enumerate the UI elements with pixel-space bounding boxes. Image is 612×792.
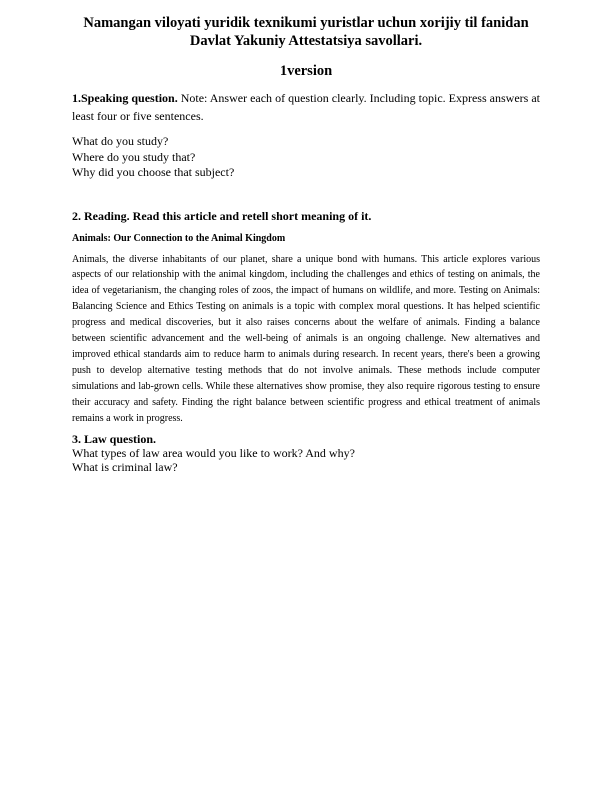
speaking-question-list: [72, 134, 540, 181]
title-line-2: Davlat Yakuniy Attestatsiya savollari.: [189, 33, 423, 49]
law-heading: 3. Law question.: [72, 432, 157, 447]
speaking-label: 1.Speaking question.: [72, 91, 178, 105]
law-question-item: What types of law area would you like to work? And why?: [72, 446, 355, 461]
document-title: [72, 14, 540, 50]
speaking-question: [72, 89, 540, 125]
speaking-question-item: What do you study?: [72, 134, 169, 148]
law-question-item: What is criminal law?: [72, 460, 178, 475]
title-line-1: Namangan viloyati yuridik texnikumi yuristlar uchun xorijiy til fanidan: [83, 15, 529, 31]
law-question-list: [72, 446, 540, 474]
speaking-note: Note: Answer each of question clearly. Including topic. Express answers at least four or five sentences.: [72, 91, 540, 123]
speaking-question-item: Where do you study that?: [72, 149, 196, 164]
reading-heading: 2. Reading. Read this article and retell short meaning of it.: [72, 208, 372, 223]
article-title: Animals: Our Connection to the Animal Kingdom: [72, 232, 286, 244]
speaking-question-item: Why did you choose that subject?: [72, 165, 235, 179]
article-body: Animals, the diverse inhabitants of our planet, share a unique bond with humans. This article explores various aspects of our relationship with the animal kingdom, including the challenges and ethics of testing on animals, the idea of vegetarianism, the changing roles of zoos, the impact of humans on wildlife, and more. Testing on Animals: Balancing Science and Ethics Testing on animals is a topic with complex moral questions. It has helped scientific progress and medical discoveries, but it also raises concerns about the welfare of animals. Finding a balance between scientific advancement and the well-being of animals is an ongoing challenge. New alternatives and improved ethical standards aim to reduce harm to animals during research. In recent years, there's been a growing push to develop alternative testing methods that do not involve animals. These methods include computer simulations and lab-grown cells. While these alternatives show promise, they also require rigorous testing to ensure their accuracy and safety. Finding the right balance between scientific progress and ethical treatment of animals remains a work in progress.: [72, 253, 540, 424]
version-label: 1version: [279, 63, 333, 79]
